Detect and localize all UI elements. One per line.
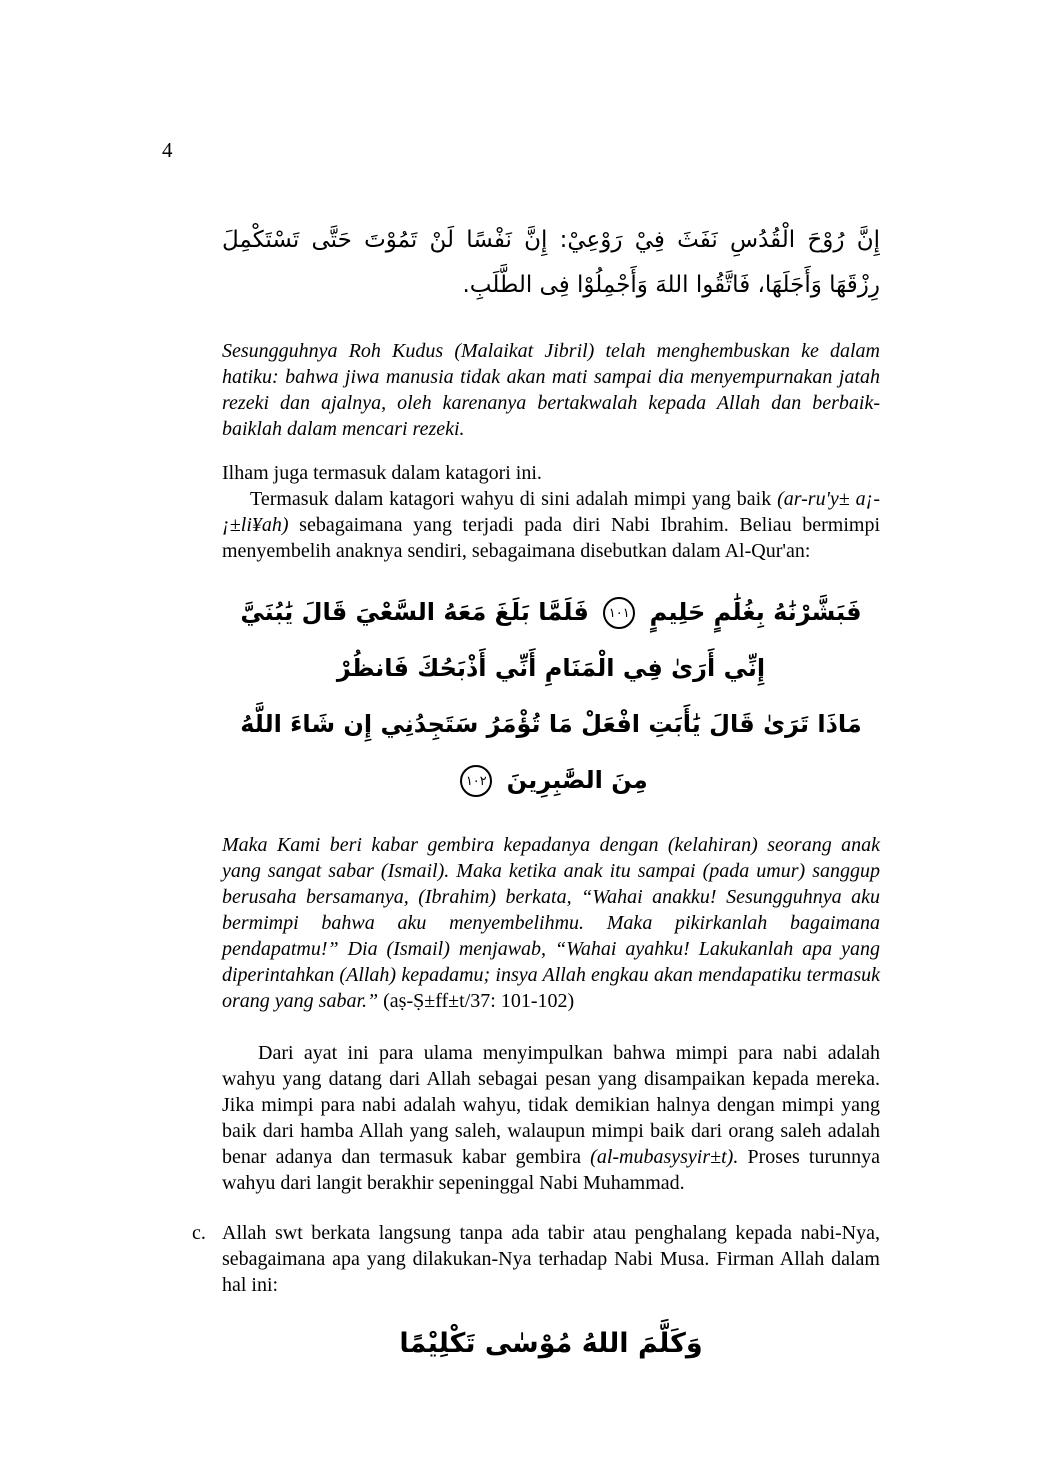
quran-musa-arabic: وَكَلَّمَ اللهُ مُوْسٰى تَكْلِيْمًا	[399, 1328, 703, 1359]
paragraph-mimpi-part2: sebagaimana yang terjadi pada diri Nabi Ibrahim. Beliau bermimpi menyembelih anaknya sendiri, sebagaimana disebutkan dalam Al-Qur'an:	[222, 514, 881, 562]
verse-number-102-medallion: ١٠٢	[460, 765, 492, 797]
list-marker-c: c.	[192, 1222, 206, 1244]
hadith-arabic-text: إِنَّ رُوْحَ الْقُدُسِ نَفَثَ فِيْ رَوْعِيْ: إِنَّ نَفْسًا لَنْ تَمُوْتَ حَتَّى تَسْتَكْمِلَ رِزْقَهَا وَأَجَلَهَا، فَاتَّقُوا اللهَ وَأَجْمِلُوْا فِى الطَّلَبِ.	[222, 227, 880, 298]
paragraph-dari-ayat	[222, 1040, 880, 1196]
quran-citation: (aṣ-Ṣ±ff±t/37: 101-102)	[383, 990, 575, 1012]
quran-translation-text: Maka Kami beri kabar gembira kepadanya dengan (kelahiran) seorang anak yang sangat sabar (Ismail). Maka ketika anak itu sampai (pada umur) sanggup berusaha bersamanya, (Ibrahim) berkata, “Wahai anakku! Sesungguhnya aku bermimpi bahwa aku menyembelihmu. Maka pikirkanlah bagaimana pendapatmu!” Dia (Ismail) menjawab, “Wahai ayahku! Lakukanlah apa yang diperintahkan (Allah) kepadamu; insya Allah engkau akan mendapatiku termasuk orang yang sabar.”	[222, 834, 880, 1012]
paragraph-mimpi-part1: Termasuk dalam katagori wahyu di sini adalah mimpi yang baik	[250, 488, 772, 510]
page-content	[192, 206, 881, 1364]
quran-verse-arabic	[222, 584, 880, 808]
paragraph-dari-ayat-part2: Proses turunnya wahyu dari langit berakhir sepeninggal Nabi Muhammad.	[222, 1146, 880, 1194]
paragraph-ilham: Ilham juga termasuk dalam katagori ini.	[222, 462, 542, 484]
list-item-c-text: Allah swt berkata langsung tanpa ada tabir atau penghalang kepada nabi-Nya, sebagaimana apa yang dilakukan-Nya terhadap Nabi Musa. Firman Allah dalam hal ini:	[222, 1222, 880, 1296]
list-item-c	[192, 1220, 880, 1298]
paragraph-mimpi	[222, 486, 880, 564]
quran-line1-continuation: فَلَمَّا بَلَغَ مَعَهُ السَّعْيَ قَالَ يَٰبُنَيَّ إِنِّي أَرَىٰ فِي الْمَنَامِ أَنِّي أَذْبَحُكَ فَانظُرْ	[240, 598, 766, 682]
quran-line2-text: مَاذَا تَرَىٰ قَالَ يَٰأَبَتِ افْعَلْ مَا تُؤْمَرُ سَتَجِدُنِي إِن شَاءَ اللَّهُ مِنَ الصَّٰبِرِينَ	[240, 710, 862, 794]
paragraph-dari-ayat-part1: Dari ayat ini para ulama menyimpulkan bahwa mimpi para nabi adalah wahyu yang datang dari Allah sebagai pesan yang disampaikan kepada mereka. Jika mimpi para nabi adalah wahyu, tidak demikian halnya dengan mimpi yang baik dari hamba Allah yang saleh, walaupun mimpi baik dari orang saleh adalah benar adanya dan termasuk kabar gembira	[222, 1042, 880, 1168]
transliteration-ar-ruya: (ar-ru'y± a¡-¡±li¥ah)	[222, 488, 881, 536]
transliteration-al-mubasysyirat: (al-mubasysyir±t).	[590, 1146, 739, 1168]
hadith-translation: Sesungguhnya Roh Kudus (Malaikat Jibril) telah menghembuskan ke dalam hatiku: bahwa jiwa manusia tidak akan mati sampai dia menyempurnakan jatah rezeki dan ajalnya, oleh karenanya bertakwalah kepada Allah dan berbaik-baiklah dalam mencari rezeki.	[222, 340, 880, 440]
verse-number-101-medallion: ١٠١	[603, 597, 635, 629]
quran-line1-text: فَبَشَّرْنَٰهُ بِغُلَٰمٍ حَلِيمٍ	[649, 598, 862, 626]
page-number: 4	[162, 138, 173, 162]
quran-translation	[222, 832, 880, 1014]
